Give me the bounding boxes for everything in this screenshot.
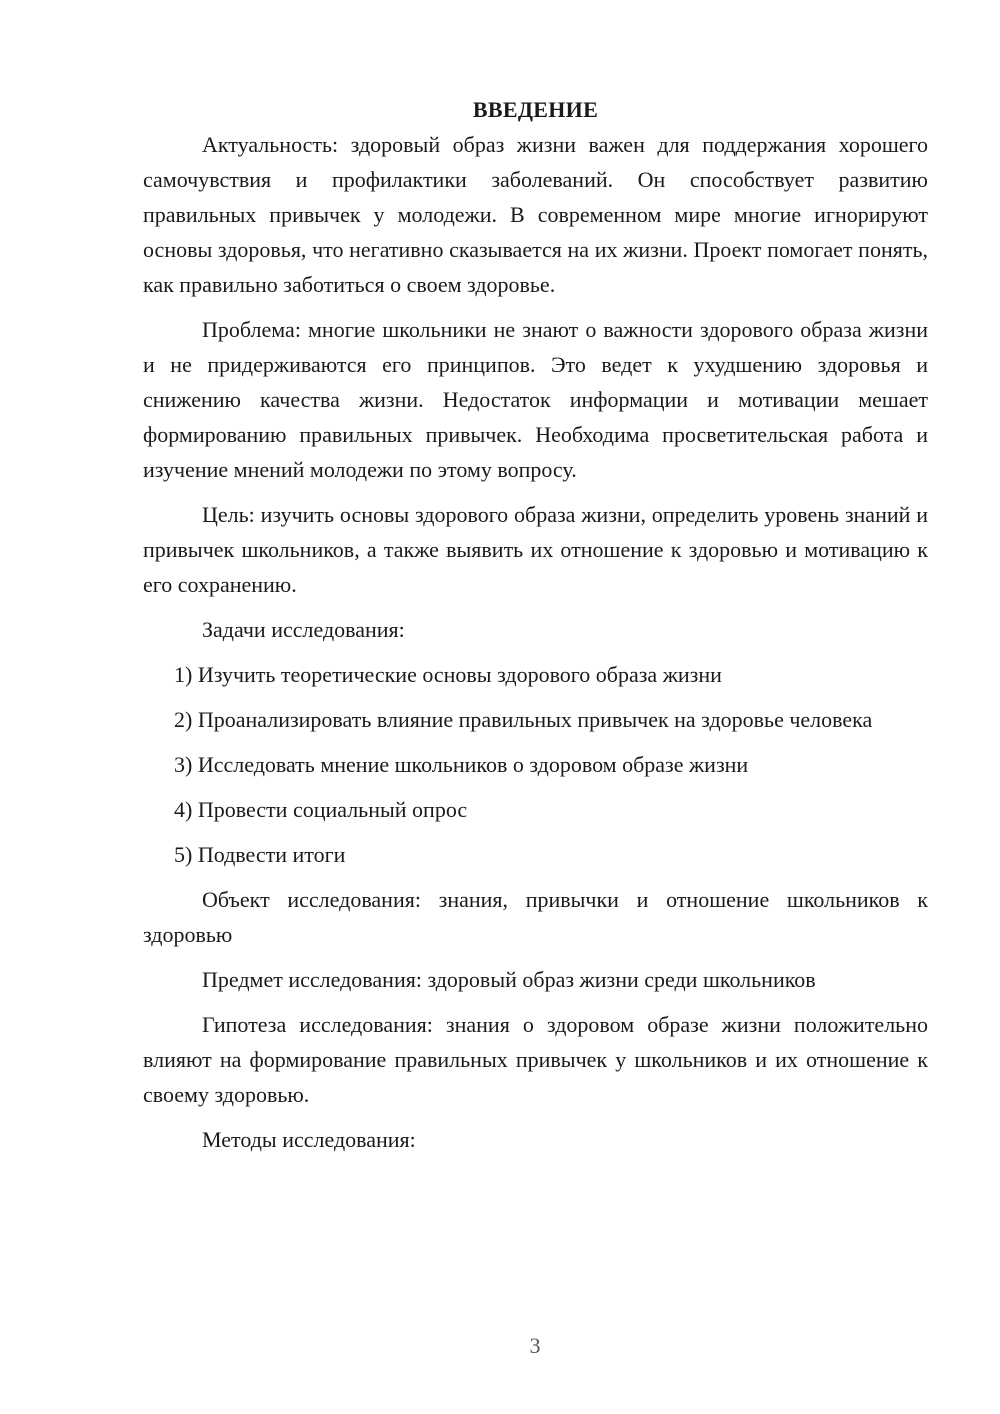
- tasks-list: [143, 657, 928, 872]
- paragraph-hypothesis: Гипотеза исследования: знания о здоровом образе жизни положительно влияют на формирование правильных привычек у школьников и их отношение к своему здоровью.: [143, 1012, 928, 1107]
- paragraph-relevance: Актуальность: здоровый образ жизни важен для поддержания хорошего самочувствия и профилактики заболеваний. Он способствует развитию правильных привычек у молодежи. В современном мире многие игнорируют основы здоровья, что негативно сказывается на их жизни. Проект помогает понять, как правильно заботиться о своем здоровье.: [143, 132, 928, 297]
- paragraph-goal: Цель: изучить основы здорового образа жизни, определить уровень знаний и привычек школьников, а также выявить их отношение к здоровью и мотивацию к его сохранению.: [143, 502, 928, 597]
- paragraph-object: Объект исследования: знания, привычки и отношение школьников к здоровью: [143, 887, 928, 947]
- methods-heading: Методы исследования:: [202, 1127, 416, 1152]
- document-page: [143, 92, 928, 1167]
- list-item: 3) Исследовать мнение школьников о здоровом образе жизни: [174, 752, 749, 777]
- tasks-heading: Задачи исследования:: [202, 617, 405, 642]
- list-item: 2) Проанализировать влияние правильных привычек на здоровье человека: [174, 707, 873, 732]
- paragraph-problem: Проблема: многие школьники не знают о важности здорового образа жизни и не придерживаются его принципов. Это ведет к ухудшению здоровья и снижению качества жизни. Недостаток информации и мотивации мешает формированию правильных привычек. Необходима просветительская работа и изучение мнений молодежи по этому вопросу.: [143, 317, 928, 482]
- list-item: 1) Изучить теоретические основы здорового образа жизни: [174, 662, 722, 687]
- paragraph-subject: Предмет исследования: здоровый образ жизни среди школьников: [202, 967, 816, 992]
- page-title: ВВЕДЕНИЕ: [472, 97, 599, 122]
- page-number: 3: [529, 1333, 541, 1358]
- list-item: 4) Провести социальный опрос: [174, 797, 468, 822]
- list-item: 5) Подвести итоги: [174, 842, 346, 867]
